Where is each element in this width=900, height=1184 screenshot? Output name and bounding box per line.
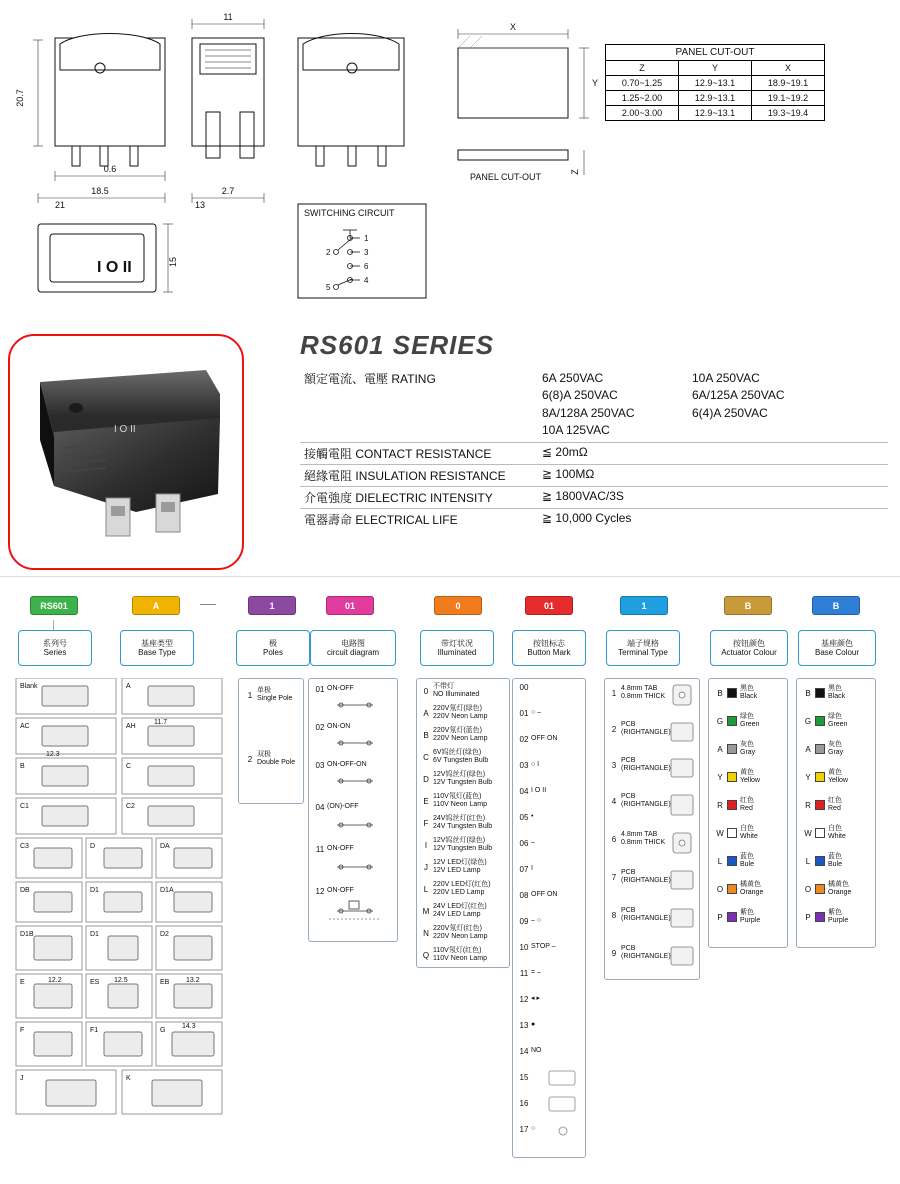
circuit-option-12: 12 ON-OFF	[315, 887, 354, 896]
panel-cutout-table	[605, 44, 825, 121]
svg-text:I O II: I O II	[114, 424, 136, 435]
illuminated-option-C: C 6V钨丝灯(绿色) 6V Tungsten Bulb	[423, 749, 489, 765]
category-base-colour: 基座颜色 Base Colour	[798, 630, 876, 666]
terminal-option-3: 3 PCB (RIGHTANGLE)	[611, 757, 671, 773]
svg-text:A: A	[126, 683, 131, 690]
poles-column	[238, 678, 304, 804]
base-colour-G: G 绿色 Green	[804, 713, 848, 729]
category-series: 系列号 Series	[18, 630, 92, 666]
terminal-type-column	[604, 678, 700, 980]
svg-text:D1A: D1A	[160, 887, 174, 894]
svg-text:X: X	[509, 22, 517, 32]
actuator-colour-P: P 紫色 Purple	[717, 909, 761, 925]
svg-text:D1B: D1B	[20, 931, 34, 938]
button-mark-15: 15	[519, 1073, 529, 1082]
table-row: 介電強度 DIELECTRIC INTENSITY ≧ 1800VAC/3S	[300, 486, 888, 508]
svg-text:C2: C2	[126, 803, 135, 810]
svg-text:G: G	[160, 1027, 166, 1034]
svg-text:0.6: 0.6	[103, 164, 117, 174]
code-chip-dash	[200, 604, 216, 605]
product-photo-frame	[8, 334, 244, 570]
category-poles: 极 Poles	[236, 630, 310, 666]
svg-text:DB: DB	[20, 887, 30, 894]
svg-text:Z: Z	[570, 169, 580, 175]
category-base-type: 基座类型 Base Type	[120, 630, 194, 666]
svg-text:K: K	[126, 1075, 131, 1082]
code-chip-base-colour: B	[812, 596, 860, 615]
illuminated-option-A: A 220V氖灯(绿色) 220V Neon Lamp	[423, 705, 488, 721]
spec-value-rating: 6A 250VAC 10A 250VAC 6(8)A 250VAC 6A/125A 250VAC 8A/128A 250VAC 6(4)A 250VAC 10A 125VAC	[538, 368, 888, 442]
base-colour-P: P 紫色 Purple	[805, 909, 849, 925]
base-colour-L: L 蓝色 Bule	[805, 853, 843, 869]
terminal-option-2: 2 PCB (RIGHTANGLE)	[611, 721, 671, 737]
svg-text:J: J	[20, 1075, 24, 1082]
panel-cutout-title: PANEL CUT-OUT	[606, 45, 825, 61]
svg-text:18.5: 18.5	[91, 186, 109, 196]
terminal-option-1: 1 4.8mm TAB 0.8mm THICK	[611, 685, 666, 701]
svg-text:12.2: 12.2	[48, 977, 62, 984]
panel-header-x: X	[752, 61, 825, 76]
button-mark-00: 00	[519, 683, 529, 692]
table-row: 接觸電阻 CONTACT RESISTANCE ≦ 20mΩ	[300, 442, 888, 464]
circuit-option-02: 02 ON-ON	[315, 723, 351, 732]
specification-table	[300, 368, 888, 530]
circuit-option-03: 03 ON-OFF-ON	[315, 761, 367, 770]
base-type-grid	[14, 678, 230, 1170]
spec-label-en-0: RATING	[391, 372, 436, 386]
svg-text:11.7: 11.7	[154, 719, 168, 726]
button-mark-07: 07 I	[519, 865, 533, 874]
table-row: 2.00~3.00 12.9~13.1 19.3~19.4	[606, 106, 825, 121]
circuit-diagram-column	[308, 678, 398, 942]
category-terminal-type: 端子规格 Terminal Type	[606, 630, 680, 666]
svg-text:5: 5	[326, 283, 331, 292]
button-mark-04: 04 I O II	[519, 787, 547, 796]
button-mark-13: 13 ●	[519, 1021, 536, 1030]
illuminated-option-0: 0 不带灯 NO Illuminated	[423, 683, 480, 699]
svg-text:D1: D1	[90, 887, 99, 894]
svg-text:1: 1	[364, 234, 369, 243]
illuminated-option-I: I 12V钨丝灯(绿色) 12V Tungsten Bulb	[424, 837, 493, 853]
base-colour-O: O 橘黄色 Orange	[804, 881, 852, 897]
svg-text:14.3: 14.3	[182, 1023, 196, 1030]
illuminated-option-L: L 220V LED灯(红色) 220V LED Lamp	[423, 881, 491, 897]
svg-text:F: F	[20, 1027, 25, 1034]
svg-text:ES: ES	[90, 979, 100, 986]
illuminated-option-F: F 24V钨丝灯(红色) 24V Tungsten Bulb	[423, 815, 493, 831]
terminal-option-6: 6 4.8mm TAB 0.8mm THICK	[611, 831, 666, 847]
spec-value-contact-resistance: ≦ 20mΩ	[538, 442, 888, 464]
base-colour-B: B 黑色 Black	[805, 685, 846, 701]
terminal-option-7: 7 PCB (RIGHTANGLE)	[611, 869, 671, 885]
illuminated-option-N: N 220V氖灯(红色) 220V Neon Lamp	[423, 925, 488, 941]
terminal-option-9: 9 PCB (RIGHTANGLE)	[611, 945, 671, 961]
code-chip-circuit: 01	[326, 596, 374, 615]
button-mark-03: 03 ○ I	[519, 761, 540, 770]
spec-label-cn-0: 額定電流、電壓	[304, 372, 389, 386]
illuminated-option-J: J 12V LED灯(绿色) 12V LED Lamp	[424, 859, 487, 875]
button-mark-column	[512, 678, 586, 1158]
svg-text:AH: AH	[126, 723, 136, 730]
code-chip-actuator-colour: B	[724, 596, 772, 615]
spec-value-life: ≧ 10,000 Cycles	[542, 510, 632, 525]
spec-value-dielectric: ≧ 1800VAC/3S	[538, 486, 888, 508]
category-button-mark: 按钮标志 Button Mark	[512, 630, 586, 666]
button-mark-09: 09 – ○	[519, 917, 542, 926]
svg-text:13: 13	[194, 200, 206, 210]
svg-text:12.5: 12.5	[114, 977, 128, 984]
actuator-colour-W: W 白色 White	[716, 825, 758, 841]
svg-text:E: E	[20, 979, 25, 986]
svg-text:DA: DA	[160, 843, 170, 850]
svg-text:21: 21	[54, 200, 66, 210]
actuator-colour-L: L 蓝色 Bule	[717, 853, 755, 869]
actuator-colour-B: B 黑色 Black	[717, 685, 758, 701]
panel-header-z: Z	[606, 61, 679, 76]
svg-text:2.7: 2.7	[221, 186, 235, 196]
actuator-colour-column	[708, 678, 788, 948]
illuminated-option-Q: Q 110V氖灯(红色) 110V Neon Lamp	[422, 947, 487, 963]
terminal-option-8: 8 PCB (RIGHTANGLE)	[611, 907, 671, 923]
button-mark-02: 02 OFF ON	[519, 735, 558, 744]
svg-text:15: 15	[168, 256, 178, 268]
svg-text:13.2: 13.2	[186, 977, 200, 984]
svg-text:12.3: 12.3	[46, 751, 60, 758]
category-illuminated: 带灯状况 Illuminated	[420, 630, 494, 666]
button-mark-16: 16	[519, 1099, 529, 1108]
poles-option-single: 1 单极 Single Pole	[247, 687, 293, 703]
svg-text:11: 11	[223, 12, 233, 22]
circuit-option-04: 04 (ON)-OFF	[315, 803, 359, 812]
code-chip-illuminated: 0	[434, 596, 482, 615]
svg-text:D: D	[90, 843, 96, 850]
svg-text:6: 6	[364, 262, 369, 271]
svg-text:C: C	[126, 763, 132, 770]
table-row	[300, 368, 888, 442]
svg-text:D1: D1	[90, 931, 99, 938]
base-colour-column	[796, 678, 876, 948]
base-colour-Y: Y 黄色 Yellow	[805, 769, 848, 785]
code-chip-button-mark: 01	[525, 596, 573, 615]
svg-text:B: B	[20, 763, 25, 770]
code-chip-series: RS601	[30, 596, 78, 615]
svg-text:C3: C3	[20, 843, 29, 850]
svg-text:D2: D2	[160, 931, 169, 938]
table-row: 0.70~1.25 12.9~13.1 18.9~19.1	[606, 76, 825, 91]
table-row: 絕緣電阻 INSULATION RESISTANCE ≧ 100MΩ	[300, 464, 888, 486]
button-mark-11: 11 = –	[519, 969, 541, 978]
circuit-option-11: 11 ON-OFF	[315, 845, 354, 854]
actuator-colour-A: A 灰色 Gray	[717, 741, 756, 757]
button-mark-17: 17 ○	[519, 1125, 536, 1134]
illuminated-option-B: B 220V氖灯(蓝色) 220V Neon Lamp	[423, 727, 488, 743]
svg-text:20.7: 20.7	[15, 89, 25, 107]
svg-text:EB: EB	[160, 979, 170, 986]
svg-text:I O II: I O II	[97, 259, 132, 276]
illuminated-column	[416, 678, 510, 968]
svg-text:AC: AC	[20, 723, 30, 730]
svg-text:F1: F1	[90, 1027, 99, 1034]
button-mark-06: 06 –	[519, 839, 535, 848]
button-mark-08: 08 OFF ON	[519, 891, 558, 900]
actuator-colour-R: R 红色 Red	[717, 797, 754, 813]
spec-value-insulation-resistance: ≧ 100MΩ	[538, 464, 888, 486]
code-chip-poles: 1	[248, 596, 296, 615]
svg-text:3: 3	[364, 248, 369, 257]
illuminated-option-M: M 24V LED灯(红色) 24V LED Lamp	[422, 903, 487, 919]
svg-text:PANEL CUT-OUT: PANEL CUT-OUT	[470, 172, 542, 182]
svg-text:2: 2	[326, 248, 331, 257]
svg-text:C1: C1	[20, 803, 29, 810]
code-chip-terminal: 1	[620, 596, 668, 615]
terminal-option-4: 4 PCB (RIGHTANGLE)	[611, 793, 671, 809]
base-colour-R: R 红色 Red	[805, 797, 842, 813]
button-mark-14: 14 NO	[519, 1047, 542, 1056]
base-colour-W: W 白色 White	[804, 825, 846, 841]
actuator-colour-Y: Y 黄色 Yellow	[717, 769, 760, 785]
illuminated-option-D: D 12V钨丝灯(绿色) 12V Tungsten Bulb	[423, 771, 493, 787]
button-mark-10: 10 STOP –	[519, 943, 556, 952]
circuit-option-01: 01 ON-OFF	[315, 685, 354, 694]
button-mark-12: 12 ◂ ▸	[519, 995, 540, 1004]
table-row: 1.25~2.00 12.9~13.1 19.1~19.2	[606, 91, 825, 106]
base-colour-A: A 灰色 Gray	[805, 741, 844, 757]
svg-text:SWITCHING CIRCUIT: SWITCHING CIRCUIT	[304, 208, 395, 218]
code-chip-base-type: A	[132, 596, 180, 615]
actuator-colour-G: G 绿色 Green	[716, 713, 760, 729]
button-mark-05: 05 •	[519, 813, 534, 822]
category-circuit-diagram: 电路图 circuit diagram	[310, 630, 396, 666]
svg-text:4: 4	[364, 276, 369, 285]
svg-text:Blank: Blank	[20, 683, 38, 690]
button-mark-01: 01 ○ –	[519, 709, 542, 718]
panel-header-y: Y	[679, 61, 752, 76]
illuminated-option-E: E 110V氖灯(蓝色) 110V Neon Lamp	[423, 793, 487, 809]
svg-text:Y: Y	[592, 78, 599, 88]
table-row: 電器壽命 ELECTRICAL LIFE ≧ 10,000 Cycles	[300, 508, 888, 530]
page-title: RS601 SERIES	[300, 330, 495, 360]
ordering-code-chart	[0, 580, 900, 1184]
poles-option-double: 2 双极 Double Pole	[247, 751, 296, 767]
actuator-colour-O: O 橘黄色 Orange	[716, 881, 764, 897]
section-divider	[0, 576, 900, 577]
category-actuator-colour: 按钮颜色 Actuator Colour	[710, 630, 788, 666]
